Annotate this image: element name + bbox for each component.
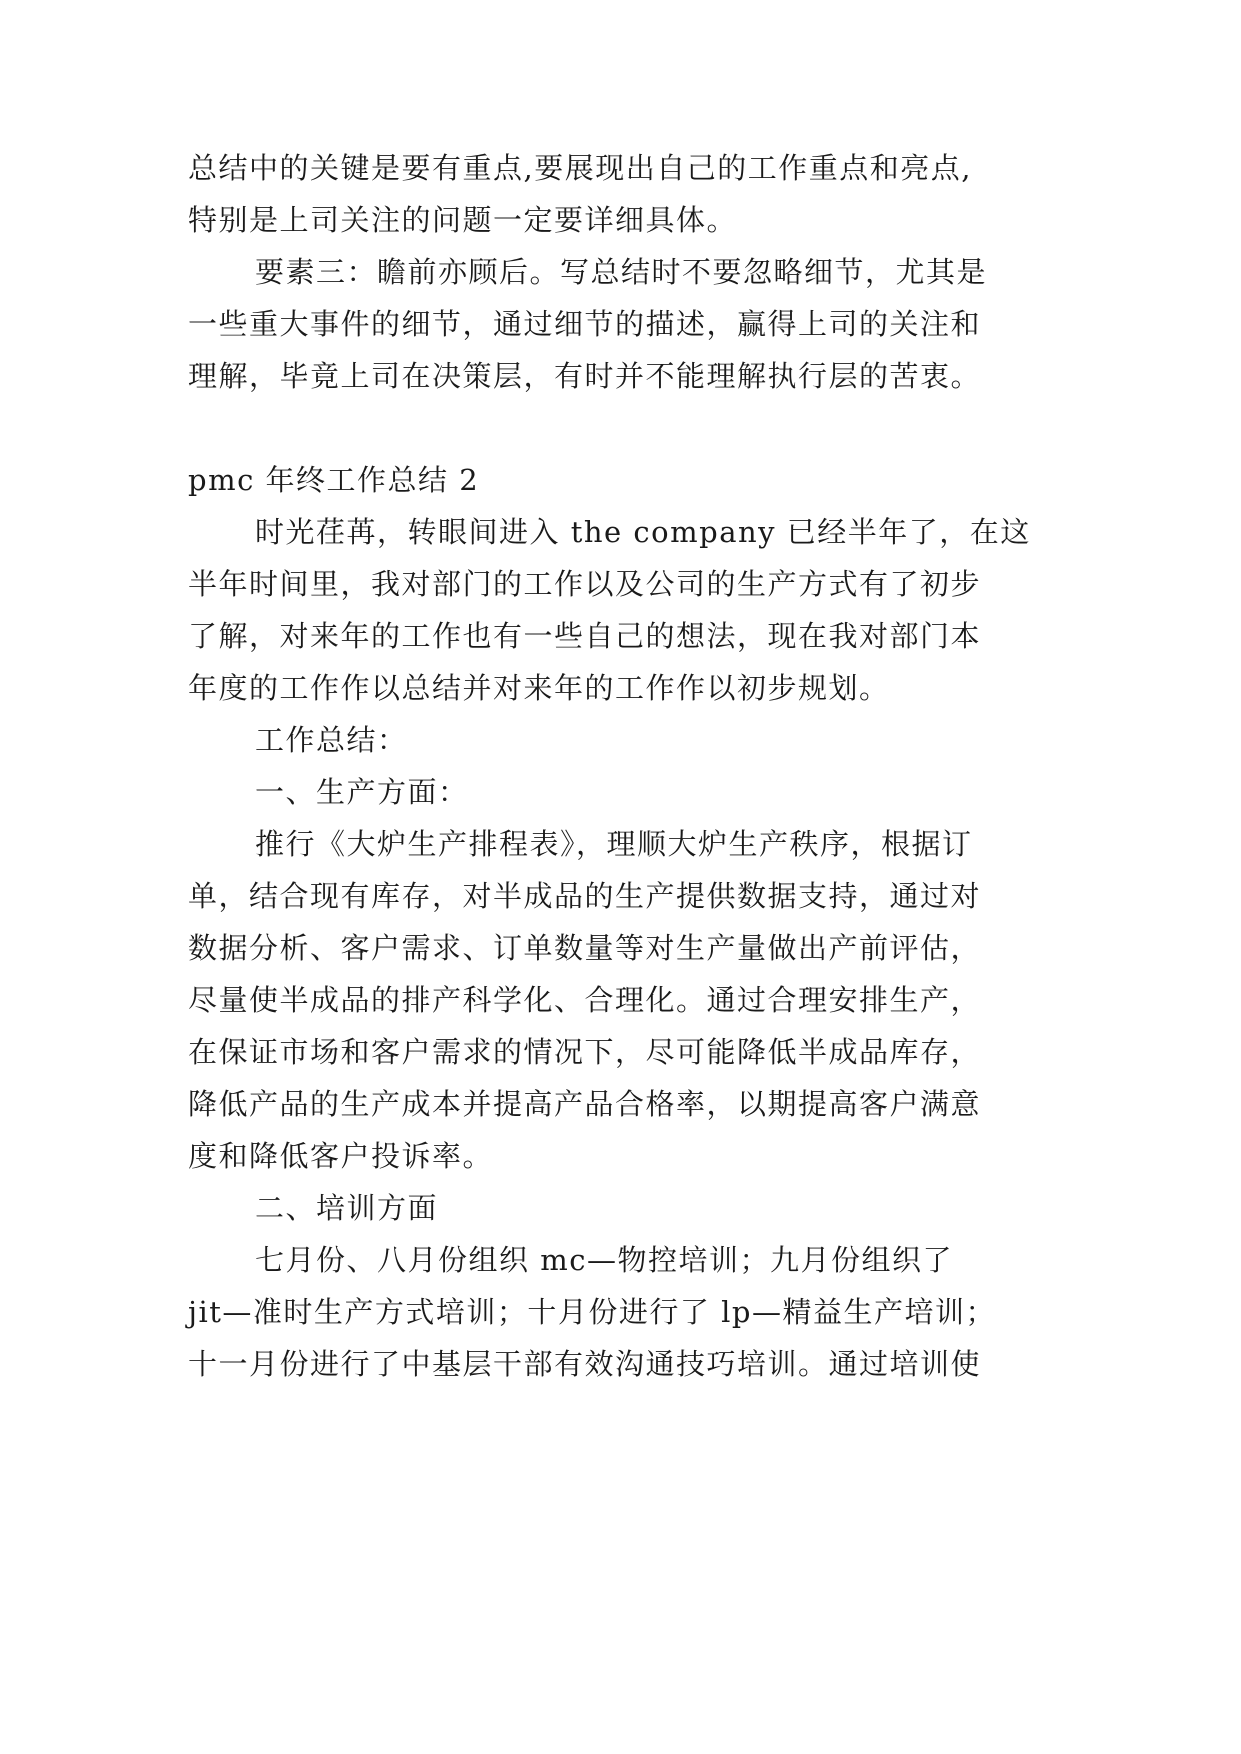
body-text-line: 尽量使半成品的排产科学化、合理化。通过合理安排生产， xyxy=(188,983,982,1017)
body-text-line: 降低产品的生产成本并提高产品合格率，以期提高客户满意 xyxy=(188,1087,982,1121)
body-text-line: 十一月份进行了中基层干部有效沟通技巧培训。通过培训使 xyxy=(188,1347,982,1381)
body-text-line: jit—准时生产方式培训；十月份进行了 lp—精益生产培训； xyxy=(188,1295,996,1329)
body-text-line: 了解，对来年的工作也有一些自己的想法，现在我对部门本 xyxy=(188,619,982,653)
body-text-line: 年度的工作作以总结并对来年的工作作以初步规划。 xyxy=(188,671,890,705)
body-text-line: 半年时间里，我对部门的工作以及公司的生产方式有了初步 xyxy=(188,567,982,601)
paragraph-start-line: 时光荏苒，转眼间进入 the company 已经半年了，在这 xyxy=(255,515,1031,549)
body-text-line: 理解，毕竟上司在决策层，有时并不能理解执行层的苦衷。 xyxy=(188,359,982,393)
body-text-line: 数据分析、客户需求、订单数量等对生产量做出产前评估， xyxy=(188,931,982,965)
section-heading: pmc 年终工作总结 2 xyxy=(188,463,480,497)
subheading-work-summary: 工作总结： xyxy=(255,723,408,757)
paragraph-start-line: 要素三：瞻前亦顾后。写总结时不要忽略细节，尤其是 xyxy=(255,255,988,289)
body-text-line: 一些重大事件的细节，通过细节的描述，赢得上司的关注和 xyxy=(188,307,982,341)
subheading-production: 一、生产方面： xyxy=(255,775,469,809)
body-text-line: 单，结合现有库存，对半成品的生产提供数据支持，通过对 xyxy=(188,879,982,913)
paragraph-start-line: 七月份、八月份组织 mc—物控培训；九月份组织了 xyxy=(255,1243,953,1277)
subheading-training: 二、培训方面 xyxy=(255,1191,439,1225)
body-text-line: 在保证市场和客户需求的情况下，尽可能降低半成品库存， xyxy=(188,1035,982,1069)
body-text-line: 度和降低客户投诉率。 xyxy=(188,1139,494,1173)
body-text-line: 特别是上司关注的问题一定要详细具体。 xyxy=(188,203,738,237)
body-text-line: 总结中的关键是要有重点,要展现出自己的工作重点和亮点, xyxy=(188,151,972,185)
paragraph-start-line: 推行《大炉生产排程表》，理顺大炉生产秩序，根据订 xyxy=(255,827,973,861)
